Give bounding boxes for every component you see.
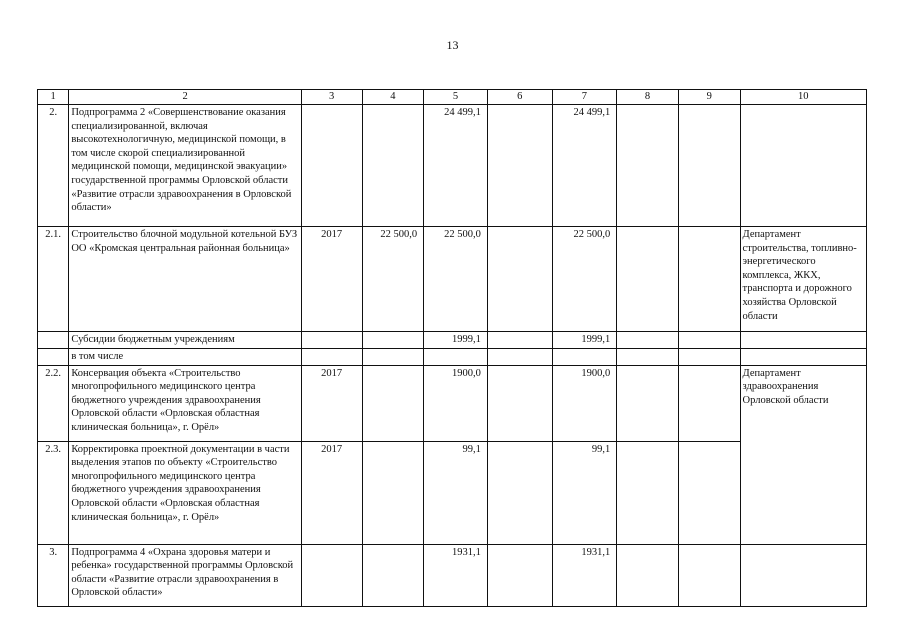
cell-col8 [617,332,679,349]
cell-col7: 22 500,0 [552,227,617,332]
cell-col5: 22 500,0 [424,227,488,332]
cell-col5: 99,1 [424,441,488,544]
cell-col9 [678,544,740,606]
cell-col6 [487,544,552,606]
table-row [38,227,867,332]
cell-responsible: Департамент строительства, топливно-энергетического комплекса, ЖКХ, транспорта и дорожного хозяйства Орловской области [740,227,866,332]
row-description: Строительство блочной модульной котельной БУЗ ОО «Кромская центральная районная больница» [69,227,302,332]
cell-col8 [617,441,679,544]
header-cell: 6 [487,90,552,105]
cell-col7: 1999,1 [552,332,617,349]
cell-col6 [487,227,552,332]
cell-col8 [617,227,679,332]
row-description: Субсидии бюджетным учреждениям [69,332,302,349]
cell-col8 [617,365,679,441]
cell-year: 2017 [301,441,362,544]
budget-table [37,89,867,607]
table-row [38,105,867,227]
cell-col5: 1999,1 [424,332,488,349]
row-description: Подпрограмма 2 «Совершенствование оказания специализированной, включая высокотехнологичную, медицинской помощи, в том числе скорой специализированной медицинской помощи, медицинской эвакуации» государственной программы Орловской области «Развитие отрасли здравоохранения в Орловской области» [69,105,302,227]
row-description: Корректировка проектной документации в части выделения этапов по объекту «Строительство многопрофильного медицинского центра бюджетного учреждения здравоохранения Орловской области «Орловская областная клиническая больница», г. Орёл» [69,441,302,544]
header-row [38,90,867,105]
header-cell: 9 [678,90,740,105]
cell-col7: 99,1 [552,441,617,544]
cell-year: 2017 [301,365,362,441]
cell-col4 [362,349,424,366]
cell-col6 [487,349,552,366]
header-cell: 1 [38,90,69,105]
cell-responsible [740,349,866,366]
header-cell: 2 [69,90,302,105]
cell-col9 [678,227,740,332]
header-cell: 10 [740,90,866,105]
cell-col4: 22 500,0 [362,227,424,332]
table-row [38,544,867,606]
cell-col6 [487,441,552,544]
header-cell: 5 [424,90,488,105]
cell-responsible [740,544,866,606]
cell-col4 [362,365,424,441]
cell-col7: 1931,1 [552,544,617,606]
cell-year [301,544,362,606]
page-number: 13 [446,38,459,52]
header-cell: 3 [301,90,362,105]
cell-responsible: Департамент здравоохранения Орловской области [740,365,866,544]
cell-col4 [362,332,424,349]
cell-col5: 24 499,1 [424,105,488,227]
row-description: Консервация объекта «Строительство многопрофильного медицинского центра бюджетного учреждения здравоохранения Орловской области «Орловская областная клиническая больница», г. Орёл» [69,365,302,441]
cell-year: 2017 [301,227,362,332]
row-number: 2. [38,105,69,227]
cell-year [301,105,362,227]
cell-responsible [740,332,866,349]
cell-col7 [552,349,617,366]
row-number: 3. [38,544,69,606]
cell-col9 [678,332,740,349]
cell-responsible [740,105,866,227]
row-description: в том числе [69,349,302,366]
cell-year [301,349,362,366]
cell-col4 [362,441,424,544]
cell-col8 [617,105,679,227]
header-cell: 4 [362,90,424,105]
row-description: Подпрограмма 4 «Охрана здоровья матери и ребенка» государственной программы Орловской области «Развитие отрасли здравоохранения в Орловской области» [69,544,302,606]
cell-col8 [617,349,679,366]
row-number [38,332,69,349]
row-number [38,349,69,366]
cell-col6 [487,332,552,349]
table-row [38,332,867,349]
header-cell: 7 [552,90,617,105]
cell-col9 [678,365,740,441]
table-row [38,349,867,366]
row-number: 2.3. [38,441,69,544]
cell-col9 [678,441,740,544]
cell-col9 [678,105,740,227]
cell-col4 [362,544,424,606]
header-cell: 8 [617,90,679,105]
cell-col5 [424,349,488,366]
cell-year [301,332,362,349]
table-row [38,365,867,441]
cell-col6 [487,365,552,441]
cell-col4 [362,105,424,227]
row-number: 2.2. [38,365,69,441]
cell-col5: 1900,0 [424,365,488,441]
cell-col6 [487,105,552,227]
cell-col5: 1931,1 [424,544,488,606]
cell-col9 [678,349,740,366]
cell-col8 [617,544,679,606]
cell-col7: 1900,0 [552,365,617,441]
cell-col7: 24 499,1 [552,105,617,227]
row-number: 2.1. [38,227,69,332]
